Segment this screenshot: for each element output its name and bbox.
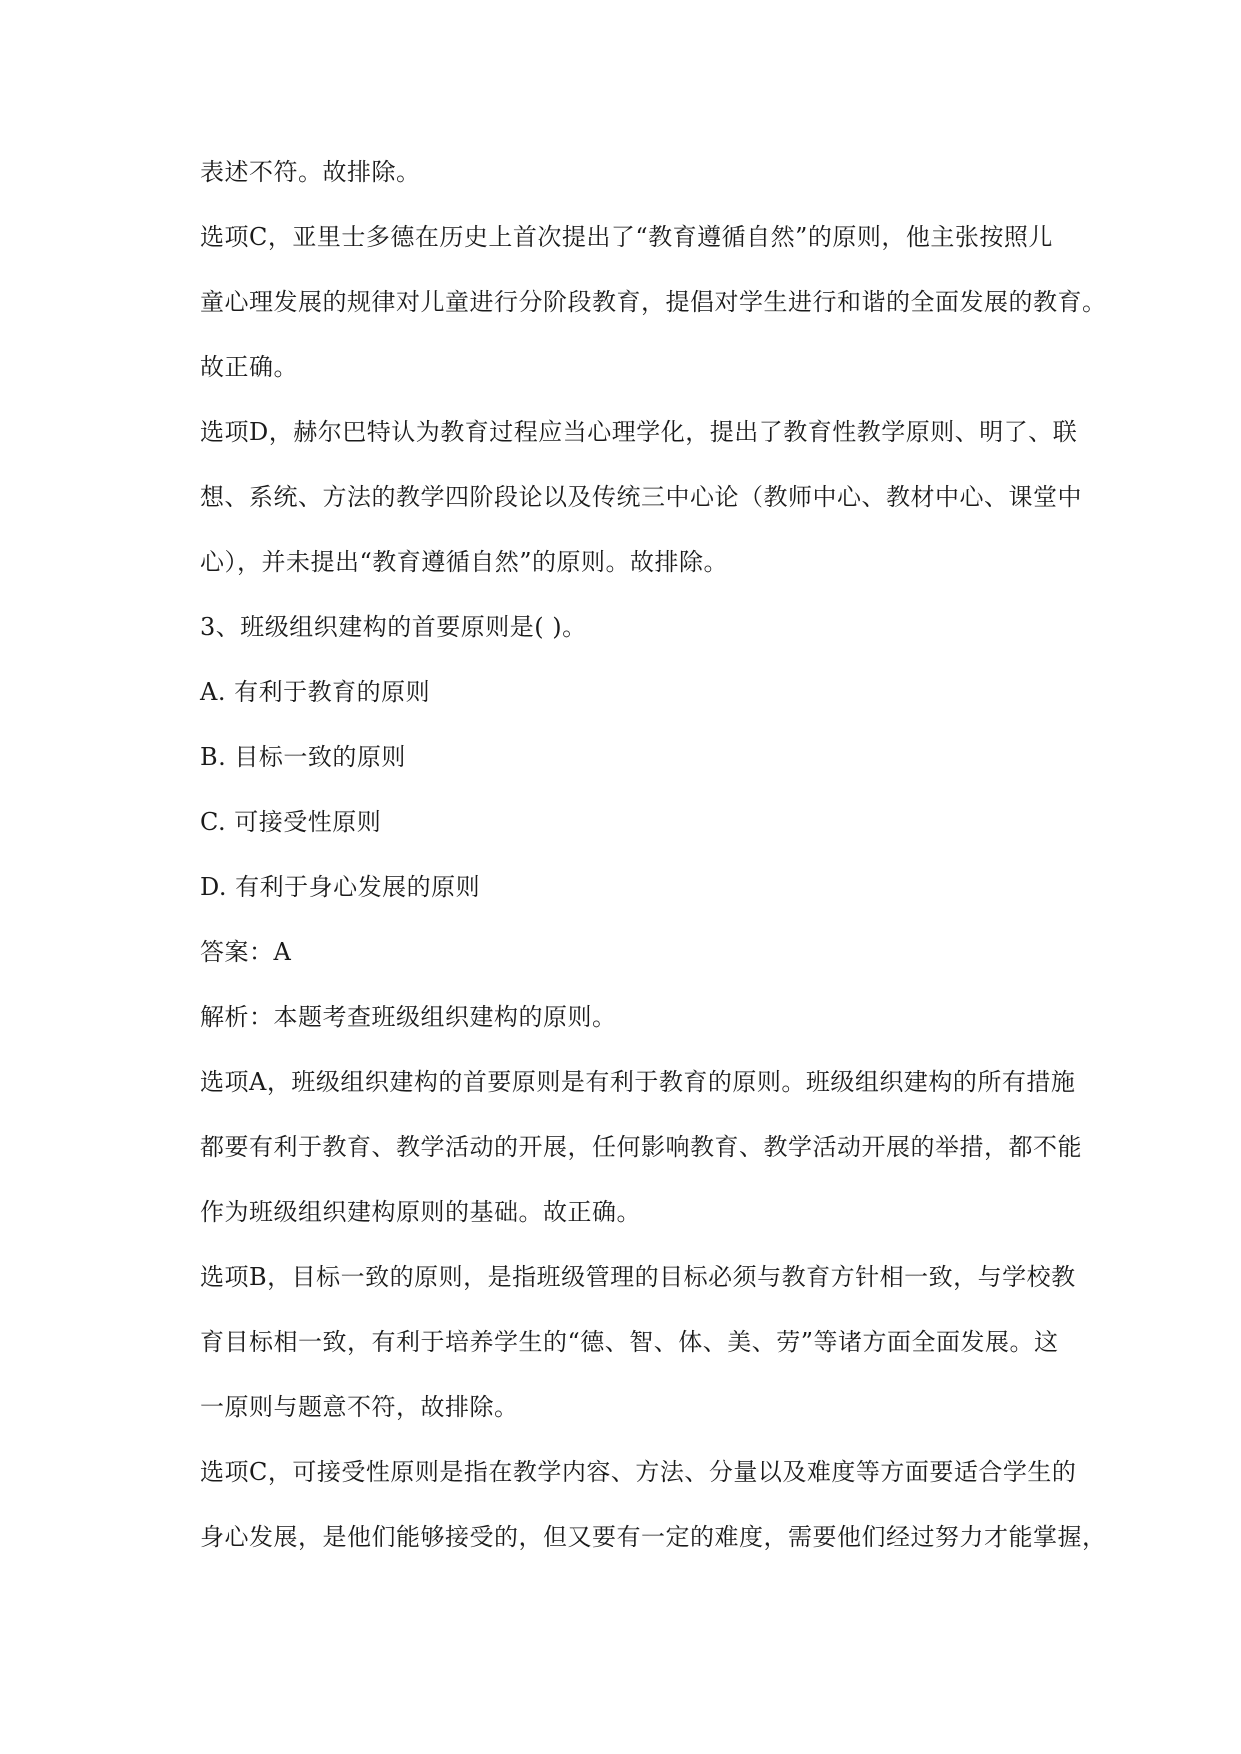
text-line: 作为班级组织建构原则的基础。故正确。 [200, 1198, 641, 1226]
option-b: B. 目标一致的原则 [200, 743, 406, 771]
text-line: 一原则与题意不符，故排除。 [200, 1393, 519, 1421]
text-line: 表述不符。故排除。 [200, 158, 421, 186]
text-line: 选项C，可接受性原则是指在教学内容、方法、分量以及难度等方面要适合学生的 [200, 1458, 1077, 1486]
text-line: 选项D，赫尔巴特认为教育过程应当心理学化，提出了教育性教学原则、明了、联 [200, 418, 1078, 446]
question-stem: 3、班级组织建构的首要原则是( )。 [200, 613, 587, 641]
option-c: C. 可接受性原则 [200, 808, 382, 836]
option-a: A. 有利于教育的原则 [200, 678, 431, 706]
text-line: 选项A，班级组织建构的首要原则是有利于教育的原则。班级组织建构的所有措施 [200, 1068, 1076, 1096]
text-line: 都要有利于教育、教学活动的开展，任何影响教育、教学活动开展的举措，都不能 [200, 1133, 1082, 1161]
text-line: 身心发展，是他们能够接受的，但又要有一定的难度，需要他们经过努力才能掌握， [200, 1523, 1107, 1551]
analysis-line: 解析：本题考查班级组织建构的原则。 [200, 1003, 617, 1031]
text-line: 故正确。 [200, 353, 298, 381]
text-line: 选项B，目标一致的原则，是指班级管理的目标必须与教育方针相一致，与学校教 [200, 1263, 1076, 1291]
option-d: D. 有利于身心发展的原则 [200, 873, 481, 901]
text-line: 想、系统、方法的教学四阶段论以及传统三中心论（教师中心、教材中心、课堂中 [200, 483, 1082, 511]
answer-line: 答案：A [200, 938, 292, 966]
text-line: 选项C，亚里士多德在历史上首次提出了“教育遵循自然”的原则，他主张按照儿 [200, 223, 1053, 251]
text-line: 育目标相一致，有利于培养学生的“德、智、体、美、劳”等诸方面全面发展。这 [200, 1328, 1059, 1356]
text-line: 心），并未提出“教育遵循自然”的原则。故排除。 [200, 548, 729, 576]
text-line: 童心理发展的规律对儿童进行分阶段教育，提倡对学生进行和谐的全面发展的教育。 [200, 288, 1107, 316]
document-body [200, 140, 1107, 1570]
